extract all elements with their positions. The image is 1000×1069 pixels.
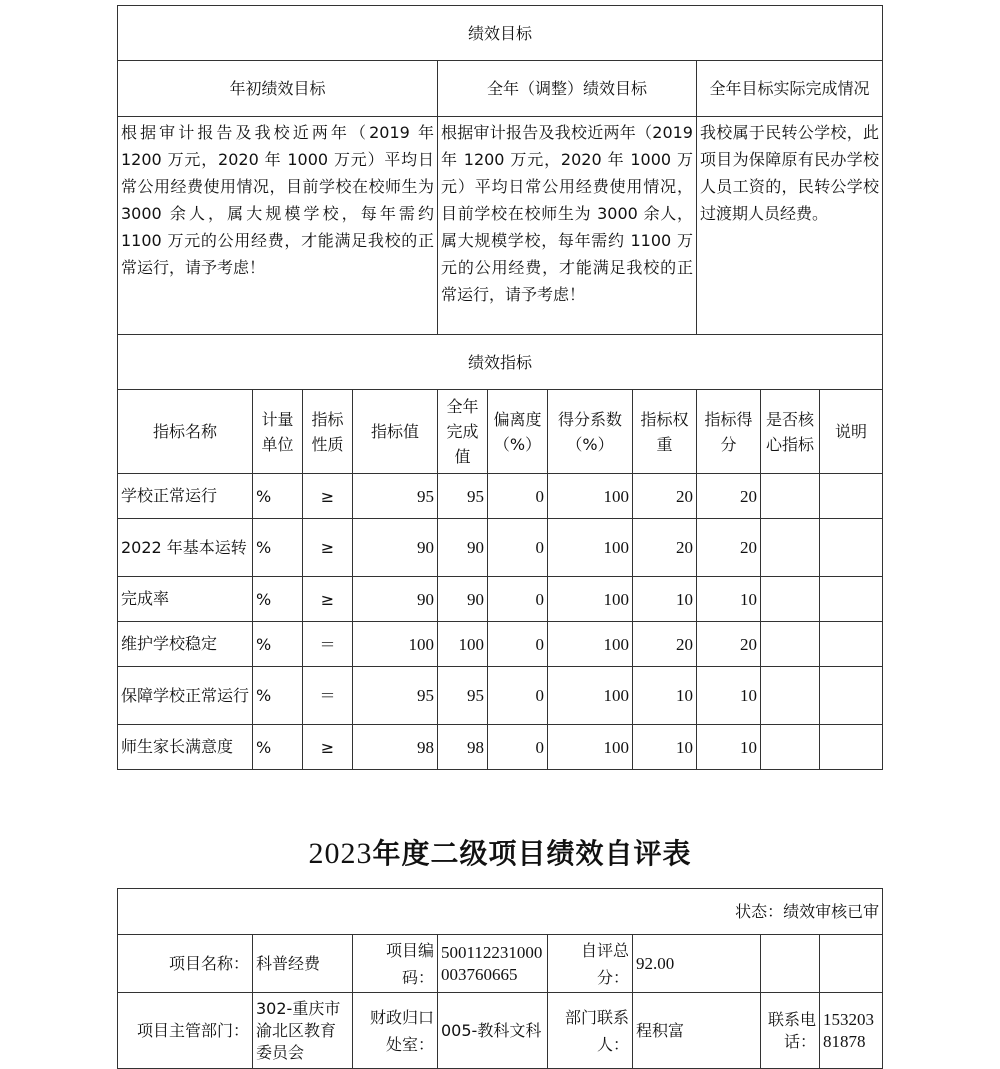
indicator-name: 2022 年基本运转	[118, 519, 253, 577]
indicator-core	[761, 519, 820, 577]
indicator-score: 10	[697, 725, 761, 770]
initial-goal-text: 根据审计报告及我校近两年（2019 年 1200 万元，2020 年 1000 万元）平均日常公用经费使用情况，目前学校在校师生为 3000 余人，属大规模学校，每年需约 1100 万元的公用经费，才能满足我校的正常运行，请予考虑！	[118, 117, 438, 335]
indicator-score: 20	[697, 519, 761, 577]
self-score-value: 92.00	[633, 935, 761, 993]
indicator-actual-value: 100	[438, 622, 488, 667]
indicator-row	[118, 725, 883, 770]
col-target-value: 指标值	[353, 390, 438, 474]
project-name-value: 科普经费	[253, 935, 353, 993]
indicator-coefficient: 100	[548, 519, 633, 577]
col-deviation: 偏离度（%）	[488, 390, 548, 474]
indicator-name: 保障学校正常运行	[118, 667, 253, 725]
col-indicator-name: 指标名称	[118, 390, 253, 474]
header-initial-goal: 年初绩效目标	[118, 61, 438, 117]
finance-value: 005-教科文科	[438, 993, 548, 1069]
indicator-note	[820, 519, 883, 577]
indicator-weight: 20	[633, 622, 697, 667]
indicator-rows	[118, 474, 883, 770]
col-actual-value: 全年完成值	[438, 390, 488, 474]
indicator-target-value: 90	[353, 577, 438, 622]
indicator-unit: %	[253, 667, 303, 725]
col-core: 是否核心指标	[761, 390, 820, 474]
indicator-unit: %	[253, 577, 303, 622]
page-title	[0, 832, 1000, 872]
indicator-target-value: 95	[353, 474, 438, 519]
indicator-coefficient: 100	[548, 725, 633, 770]
indicator-deviation: 0	[488, 667, 548, 725]
indicator-core	[761, 667, 820, 725]
col-weight: 指标权重	[633, 390, 697, 474]
indicator-score: 20	[697, 622, 761, 667]
indicator-deviation: 0	[488, 519, 548, 577]
finance-label: 财政归口处室：	[353, 993, 438, 1069]
indicator-nature: ≥	[303, 519, 353, 577]
col-coefficient: 得分系数（%）	[548, 390, 633, 474]
indicator-actual-value: 90	[438, 519, 488, 577]
indicator-nature: ≥	[303, 725, 353, 770]
indicator-nature: ≥	[303, 577, 353, 622]
col-unit: 计量单位	[253, 390, 303, 474]
indicator-note	[820, 667, 883, 725]
indicator-deviation: 0	[488, 474, 548, 519]
indicator-weight: 10	[633, 725, 697, 770]
dept-value: 302-重庆市渝北区教育委员会	[253, 993, 353, 1069]
indicator-actual-value: 95	[438, 474, 488, 519]
indicator-name: 学校正常运行	[118, 474, 253, 519]
adjusted-goal-text: 根据审计报告及我校近两年（2019 年 1200 万元，2020 年 1000 万元）平均日常公用经费使用情况，目前学校在校师生为 3000 余人，属大规模学校，每年需约 1100 万元的公用经费，才能满足我校的正常运行，请予考虑！	[438, 117, 697, 335]
indicator-coefficient: 100	[548, 577, 633, 622]
project-code-value: 500112231000003760665	[438, 935, 548, 993]
actual-completion-text: 我校属于民转公学校，此项目为保障原有民办学校人员工资的，民转公学校过渡期人员经费。	[697, 117, 883, 335]
page-title-year: 2023	[308, 837, 373, 870]
dept-label: 项目主管部门：	[118, 993, 253, 1069]
indicator-note	[820, 474, 883, 519]
indicator-score: 20	[697, 474, 761, 519]
indicator-target-value: 90	[353, 519, 438, 577]
indicator-target-value: 98	[353, 725, 438, 770]
indicator-actual-value: 98	[438, 725, 488, 770]
indicator-core	[761, 725, 820, 770]
indicator-core	[761, 577, 820, 622]
phone-label: 联系电话：	[761, 993, 820, 1069]
indicator-note	[820, 725, 883, 770]
indicator-unit: %	[253, 474, 303, 519]
indicator-actual-value: 95	[438, 667, 488, 725]
indicator-unit: %	[253, 725, 303, 770]
indicator-core	[761, 474, 820, 519]
indicator-weight: 20	[633, 474, 697, 519]
indicator-name: 维护学校稳定	[118, 622, 253, 667]
header-actual-completion: 全年目标实际完成情况	[697, 61, 883, 117]
indicator-unit: %	[253, 519, 303, 577]
indicator-note	[820, 622, 883, 667]
indicator-unit: %	[253, 622, 303, 667]
indicator-actual-value: 90	[438, 577, 488, 622]
col-nature: 指标性质	[303, 390, 353, 474]
page-title-text: 年度二级项目绩效自评表	[372, 837, 692, 870]
indicator-core	[761, 622, 820, 667]
performance-table	[117, 5, 883, 770]
indicator-nature: ＝	[303, 667, 353, 725]
indicator-weight: 10	[633, 577, 697, 622]
indicator-coefficient: 100	[548, 622, 633, 667]
indicator-score: 10	[697, 667, 761, 725]
indicator-nature: ≥	[303, 474, 353, 519]
goals-section-title: 绩效目标	[118, 6, 883, 61]
indicator-name: 完成率	[118, 577, 253, 622]
header-adjusted-goal: 全年（调整）绩效目标	[438, 61, 697, 117]
indicator-note	[820, 577, 883, 622]
contact-value: 程积富	[633, 993, 761, 1069]
indicator-score: 10	[697, 577, 761, 622]
contact-label: 部门联系人：	[548, 993, 633, 1069]
indicator-nature: ＝	[303, 622, 353, 667]
indicator-row	[118, 519, 883, 577]
project-name-label: 项目名称：	[118, 935, 253, 993]
indicator-deviation: 0	[488, 622, 548, 667]
indicator-weight: 10	[633, 667, 697, 725]
indicator-target-value: 100	[353, 622, 438, 667]
indicator-target-value: 95	[353, 667, 438, 725]
indicator-deviation: 0	[488, 725, 548, 770]
indicator-weight: 20	[633, 519, 697, 577]
indicator-row	[118, 667, 883, 725]
status-label: 状态：绩效审核已审	[118, 889, 883, 935]
indicator-row	[118, 577, 883, 622]
indicators-section-title: 绩效指标	[118, 335, 883, 390]
indicator-deviation: 0	[488, 577, 548, 622]
indicator-coefficient: 100	[548, 474, 633, 519]
indicator-coefficient: 100	[548, 667, 633, 725]
indicator-name: 师生家长满意度	[118, 725, 253, 770]
indicator-row	[118, 622, 883, 667]
col-score: 指标得分	[697, 390, 761, 474]
project-code-label: 项目编码：	[353, 935, 438, 993]
self-evaluation-form	[117, 888, 883, 1069]
self-score-label: 自评总分：	[548, 935, 633, 993]
phone-value: 15320381878	[820, 993, 883, 1069]
indicator-row	[118, 474, 883, 519]
col-note: 说明	[820, 390, 883, 474]
